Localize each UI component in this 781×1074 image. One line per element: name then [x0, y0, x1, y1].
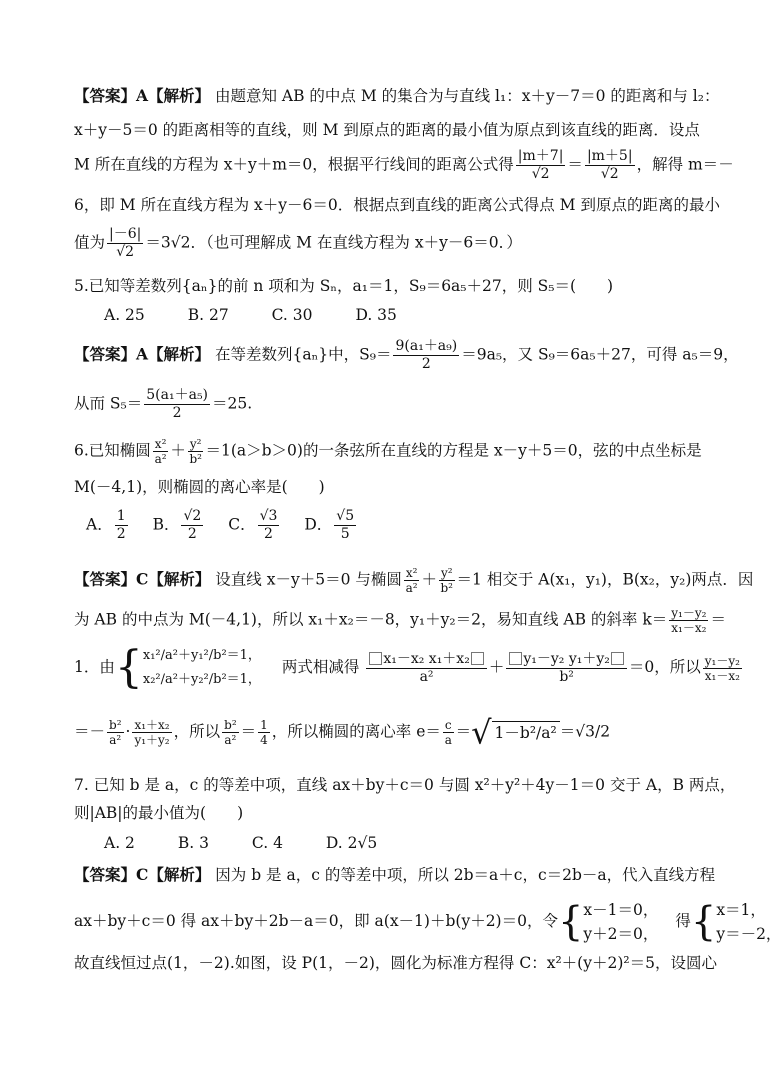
option-a: A． $\frac{1}{2}$: [86, 508, 126, 542]
text-line: 值为 $\frac{|-6|}{√2}$ ＝3√2．（也可理解成 M 在直线方程为 x＋y－6＝0．）: [74, 226, 522, 260]
option-b: B. 3: [177, 834, 209, 852]
text-line: M 所在直线的方程为 x＋y＋m＝0，根据平行线间的距离公式得 $\frac{|m+7|}{√2}$ ＝ $\frac{|m+5|}{√2}$ ，解得 m＝－: [74, 148, 734, 182]
fraction: $\frac{\text{y²}}{\text{b²}}$: [189, 437, 202, 466]
placeholder-box-icon: [471, 652, 484, 665]
equation-system: x＝1， y＝－2，: [716, 901, 781, 943]
option-d: D. 2√5: [325, 834, 378, 852]
question-stem: 7. 已知 b 是 a，c 的等差中项，直线 ax＋by＋c＝0 与圆 x²＋y²＋4y－1＝0 交于 A，B 两点，: [74, 776, 736, 794]
fraction: $\frac{|m+7|}{√2}$: [517, 148, 564, 182]
answer-line: 【答案】C【解析】 设直线 x－y＋5＝0 与椭圆 $\frac{\text{x²}}{\text{a²}}$ ＋ $\frac{\text{y²}}{\text{b²}}$ ＝1 相交于 A(x₁，y₁)，B(x₂，y₂)两点．因: [74, 566, 754, 595]
options-row: [104, 832, 415, 854]
option-d: D. 35: [355, 306, 397, 324]
brace-icon: {: [690, 899, 717, 945]
equation-system: x－1＝0， y＋2＝0，: [583, 901, 659, 943]
brace-icon: {: [114, 642, 143, 693]
fraction: $\frac{|m+5|}{√2}$: [586, 148, 633, 182]
question-stem: 5.已知等差数列{aₙ}的前 n 项和为 Sₙ，a₁＝1，S₉＝6a₅＋27，则 S₅＝( ): [74, 277, 614, 295]
placeholder-box-icon: [611, 652, 624, 665]
option-a: A. 2: [104, 834, 135, 852]
placeholder-box-icon: [509, 652, 522, 665]
option-c: C. 30: [271, 306, 313, 324]
answer-tag: 【答案】C【解析】: [74, 569, 211, 589]
options-row: [104, 304, 435, 326]
options-row: [86, 508, 396, 543]
text-line: 故直线恒过点(1，－2).如图，设 P(1，－2)，圆化为标准方程得 C：x²＋(y＋2)²＝5，设圆心: [74, 954, 717, 972]
fraction: $\frac{\text{x²}}{\text{a²}}$: [154, 437, 167, 466]
option-c: C． $\frac{√3}{2}$: [228, 508, 278, 542]
option-b: B． $\frac{√2}{2}$: [152, 508, 202, 542]
fraction: $\frac{\text{5(a₁＋a₅)}}{2}$: [146, 387, 209, 421]
fraction: $\frac{|-6|}{√2}$: [109, 226, 142, 260]
text-line: 为 AB 的中点为 M(－4,1)，所以 x₁＋x₂＝－8，y₁＋y₂＝2，易知直线 AB 的斜率 k＝ $\frac{\text{y₁－y₂}}{\text{x₁－x₂}}$ ＝: [74, 606, 726, 635]
sqrt-icon: √: [471, 713, 492, 752]
text-line: 则|AB|的最小值为( ): [74, 804, 244, 822]
option-b: B. 27: [187, 306, 229, 324]
answer-line: 【答案】C【解析】 因为 b 是 a，c 的等差中项，所以 2b＝a＋c，c＝2b－a，代入直线方程: [74, 865, 716, 884]
answer-tag: 【答案】A【解析】: [74, 86, 211, 105]
equation-system: x₁²/a²＋y₁²/b²＝1， x₂²/a²＋y₂²/b²＝1，: [142, 648, 261, 687]
question-stem: 6.已知椭圆 $\frac{\text{x²}}{\text{a²}}$ ＋ $\frac{\text{y²}}{\text{b²}}$ ＝1(a＞b＞0)的一条弦所在直线的方程是 x－y＋5＝0，弦的中点坐标是: [74, 437, 702, 466]
fraction: $\frac{\text{9(a₁＋a₉)}}{2}$: [395, 338, 458, 372]
answer-line: 【答案】A【解析】 在等差数列{aₙ}中，S₉＝ $\frac{\text{9(a₁＋a₉)}}{2}$ ＝9a₅，又 S₉＝6a₅＋27，可得 a₅＝9，: [74, 338, 739, 372]
text-line: x＋y－5＝0 的距离相等的直线，则 M 到原点的距离的最小值为原点到该直线的距离．设点: [74, 121, 700, 139]
placeholder-box-icon: [369, 652, 382, 665]
brace-icon: {: [557, 899, 584, 945]
answer-tag: 【答案】C【解析】: [74, 865, 211, 884]
text-line: M(－4,1)，则椭圆的离心率是( ): [74, 478, 325, 496]
option-c: C. 4: [251, 834, 283, 852]
text-line: ax＋by＋c＝0 得 ax＋by＋2b－a＝0，即 a(x－1)＋b(y＋2)＝0，令{ x－1＝0， y＋2＝0， 得{ x＝1， y＝－2，: [74, 899, 781, 945]
option-d: D． $\frac{√5}{5}$: [304, 508, 355, 542]
option-a: A. 25: [104, 306, 145, 324]
text-line: 从而 S₅＝ $\frac{\text{5(a₁＋a₅)}}{2}$ ＝25.: [74, 387, 253, 421]
text-line: 6，即 M 所在直线方程为 x＋y－6＝0．根据点到直线的距离公式得点 M 到原点的距离的最小: [74, 196, 720, 214]
answer-line: 【答案】A【解析】 由题意知 AB 的中点 M 的集合为与直线 l₁：x＋y－7＝0 的距离和与 l₂：: [74, 86, 720, 105]
text-line: 1．由{ x₁²/a²＋y₁²/b²＝1， x₂²/a²＋y₂²/b²＝1， 两式相减得 $\frac{\text{x₁－x₂ x₁＋x₂}}{\text{a²}}$ ＋ $\frac{\text{y₁－y₂ y₁＋y₂}}{\text{b²}}$ ＝0，所以 $\frac{\text{y₁－y₂}}{\text{x₁－x₂}}$: [74, 642, 740, 693]
answer-tag: 【答案】A【解析】: [74, 344, 211, 364]
text-line: ＝－ $\frac{\text{b²}}{\text{a²}}$ · $\frac{\text{x₁＋x₂}}{\text{y₁＋y₂}}$ ，所以 $\frac{\text{b²}}{\text{a²}}$ ＝ $\frac{1}{4}$ ，所以椭圆的离心率 e＝ $\frac{c}{a}$ ＝√ 1－b²/a² ＝√3/2: [74, 713, 611, 752]
